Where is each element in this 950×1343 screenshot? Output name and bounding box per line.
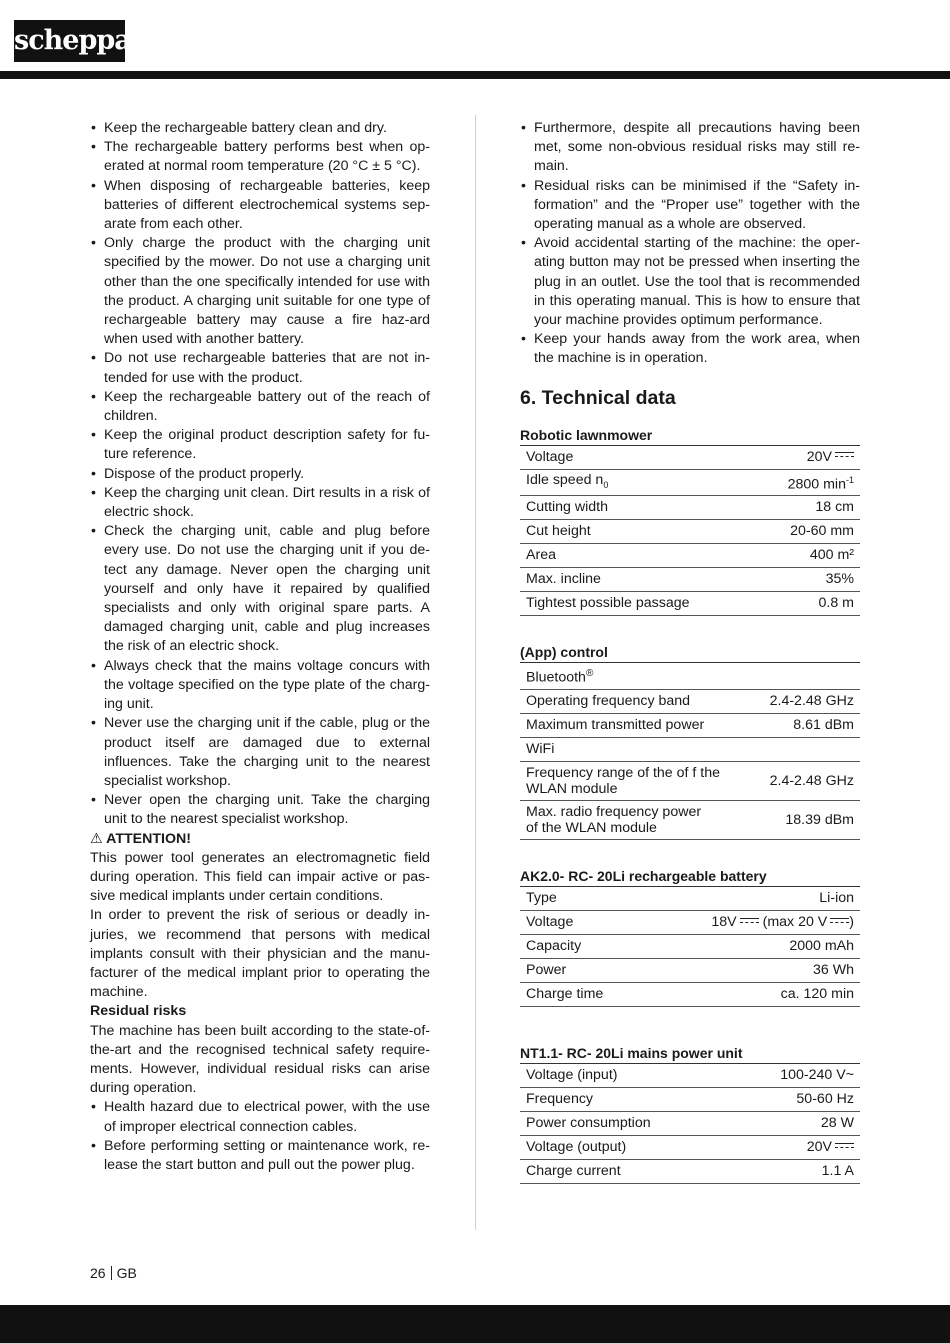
table-row	[520, 935, 860, 959]
left-column	[90, 119, 430, 1175]
list-item: • When disposing of rechargeable batteries, keep batteries of different electrochemical systems sep-arate from each other.	[90, 177, 430, 235]
page-footer	[90, 1265, 137, 1281]
header-bar	[0, 71, 950, 79]
spec-value: 20V	[729, 1136, 860, 1160]
table-row	[520, 959, 860, 983]
list-item: • Never open the charging unit. Take the charging unit to the nearest specialist workshop.	[90, 791, 430, 829]
spec-label: Charge time	[520, 983, 644, 1007]
spec-value: 0.8 m	[755, 592, 860, 616]
table-row	[520, 762, 860, 801]
table-row	[520, 738, 860, 762]
spec-value: 50-60 Hz	[729, 1088, 860, 1112]
footer-separator	[111, 1266, 112, 1280]
language-code: GB	[116, 1265, 137, 1281]
spec-value: Li-ion	[644, 887, 860, 911]
brand-logo: scheppach	[14, 20, 125, 62]
spec-label: Frequency range of the of f the WLAN module	[520, 762, 752, 801]
spec-label: Type	[520, 887, 644, 911]
list-item: • Check the charging unit, cable and plug before every use. Do not use the charging unit if you de-tect any damage. Never open the charging unit yourself and only have it repaired by qualified specialists and only with original spare parts. A damaged charging unit, cable and plug increases the risk of an electric shock.	[90, 522, 430, 656]
spec-label: Cut height	[520, 520, 755, 544]
section-title: 6. Technical data	[520, 386, 676, 409]
spec-label: WiFi	[520, 738, 752, 762]
list-item: • Health hazard due to electrical power, with the use of improper electrical connection cables.	[90, 1098, 430, 1136]
attention-heading	[90, 830, 430, 849]
power-unit-spec-table	[520, 1063, 860, 1184]
spec-value: 35%	[755, 568, 860, 592]
table-row	[520, 1088, 860, 1112]
list-item: • Never use the charging unit if the cable, plug or the product itself are damaged due to external influences. Take the charging unit to the nearest specialist workshop.	[90, 714, 430, 791]
spec-label: Power consumption	[520, 1112, 729, 1136]
spec-value: 2000 mAh	[644, 935, 860, 959]
spec-value: 28 W	[729, 1112, 860, 1136]
residual-risks-list	[90, 1098, 430, 1175]
list-item: • Before performing setting or maintenance work, re-lease the start button and pull out the power plug.	[90, 1137, 430, 1175]
dc-symbol-icon	[740, 918, 759, 925]
table-title-power-unit: NT1.1- RC- 20Li mains power unit	[520, 1045, 743, 1062]
spec-label: Voltage	[520, 445, 755, 469]
spec-label: Bluetooth®	[520, 663, 752, 690]
spec-value: 20-60 mm	[755, 520, 860, 544]
spec-value: 100-240 V~	[729, 1064, 860, 1088]
table-row	[520, 469, 860, 496]
spec-value: 20V	[755, 445, 860, 469]
list-item: • Furthermore, despite all precautions having been met, some non-obvious residual risks may still re-main.	[520, 119, 860, 177]
dc-symbol-icon	[835, 1143, 854, 1150]
table-row	[520, 663, 860, 690]
table-row	[520, 592, 860, 616]
table-row	[520, 568, 860, 592]
spec-value: 18 cm	[755, 496, 860, 520]
table-title-app: (App) control	[520, 644, 608, 661]
spec-value: 2.4-2.48 GHz	[752, 690, 860, 714]
spec-label: Operating frequency band	[520, 690, 752, 714]
table-row	[520, 887, 860, 911]
list-item: • Keep the rechargeable battery out of the reach of children.	[90, 388, 430, 426]
spec-label: Frequency	[520, 1088, 729, 1112]
list-item: • Only charge the product with the charging unit specified by the mower. Do not use a charging unit other than the one specifically intended for use with the product. A charging unit suitable for one type of rechargeable battery may cause a fire haz-ard when used with another battery.	[90, 234, 430, 349]
list-item: • Avoid accidental starting of the machine: the oper-ating button may not be pressed when inserting the plug in an outlet. Use the tool that is recommended in this operating manual. This is how to ensure that your machine provides optimum performance.	[520, 234, 860, 330]
table-row	[520, 1064, 860, 1088]
attention-label: ATTENTION!	[106, 830, 192, 847]
list-item: • Keep the rechargeable battery clean and dry.	[90, 119, 430, 138]
spec-value: ca. 120 min	[644, 983, 860, 1007]
table-row	[520, 544, 860, 568]
spec-label: Charge current	[520, 1160, 729, 1184]
spec-label: Cutting width	[520, 496, 755, 520]
table-row	[520, 983, 860, 1007]
battery-safety-list	[90, 119, 430, 830]
table-row	[520, 1112, 860, 1136]
spec-value: 2.4-2.48 GHz	[752, 762, 860, 801]
spec-value: 1.1 A	[729, 1160, 860, 1184]
spec-value: 400 m²	[755, 544, 860, 568]
list-item: • Keep your hands away from the work area, when the machine is in operation.	[520, 330, 860, 368]
battery-spec-table	[520, 886, 860, 1007]
spec-label: Capacity	[520, 935, 644, 959]
spec-label: Max. radio frequency power of the WLAN module	[520, 801, 752, 840]
table-title-battery: AK2.0- RC- 20Li rechargeable battery	[520, 868, 767, 885]
spec-label: Tightest possible passage	[520, 592, 755, 616]
table-row	[520, 911, 860, 935]
spec-value	[752, 663, 860, 690]
list-item: • Do not use rechargeable batteries that are not in-tended for use with the product.	[90, 349, 430, 387]
attention-paragraph: This power tool generates an electromagnetic field during operation. This field can impair active or pas-sive medical implants under certain conditions.	[90, 849, 430, 905]
spec-label: Area	[520, 544, 755, 568]
page-number: 26	[90, 1265, 106, 1281]
table-row	[520, 445, 860, 469]
table-title-mower: Robotic lawnmower	[520, 426, 653, 443]
list-item: • Residual risks can be minimised if the “Safety in-formation” and the “Proper use” together with the operating manual as a whole are observed.	[520, 177, 860, 235]
right-column	[520, 119, 860, 1184]
table-row	[520, 1160, 860, 1184]
spec-value: 18.39 dBm	[752, 801, 860, 840]
table-row	[520, 714, 860, 738]
list-item: • The rechargeable battery performs best when op-erated at normal room temperature (20 °C ± 5 °C).	[90, 138, 430, 176]
list-item: • Dispose of the product properly.	[90, 465, 430, 484]
list-item: • Always check that the mains voltage concurs with the voltage specified on the type plate of the charg-ing unit.	[90, 657, 430, 715]
attention-paragraph: In order to prevent the risk of serious or deadly in-juries, we recommend that persons with medical implants consult with their physician and the manu-facturer of the medical implant prior to operating the machine.	[90, 907, 430, 1001]
table-row	[520, 520, 860, 544]
table-row	[520, 690, 860, 714]
footer-bar	[0, 1305, 950, 1343]
residual-risks-paragraph: The machine has been built according to the state-of-the-art and the recognised technical safety require-ments. However, individual residual risks can arise during operation.	[90, 1022, 430, 1097]
spec-value: 18V (max 20 V )	[644, 911, 860, 935]
spec-label: Voltage (input)	[520, 1064, 729, 1088]
residual-risks-list-cont	[520, 119, 860, 369]
spec-value: 2800 $\min^{-1}$	[755, 469, 860, 496]
dc-symbol-icon	[830, 918, 849, 925]
spec-value	[752, 738, 860, 762]
spec-label: Power	[520, 959, 644, 983]
warning-icon: ⚠	[90, 830, 103, 847]
spec-label: Voltage (output)	[520, 1136, 729, 1160]
table-row	[520, 496, 860, 520]
spec-label: Maximum transmitted power	[520, 714, 752, 738]
list-item: • Keep the charging unit clean. Dirt results in a risk of electric shock.	[90, 484, 430, 522]
spec-label: Max. incline	[520, 568, 755, 592]
table-row	[520, 1136, 860, 1160]
residual-risks-heading: Residual risks	[90, 1003, 187, 1020]
table-row	[520, 801, 860, 840]
app-control-table	[520, 662, 860, 840]
spec-label: Voltage	[520, 911, 644, 935]
dc-symbol-icon	[835, 452, 854, 459]
spec-value: 8.61 dBm	[752, 714, 860, 738]
spec-label: Idle speed $n_0$	[520, 469, 755, 496]
mower-spec-table	[520, 445, 860, 617]
spec-value: 36 Wh	[644, 959, 860, 983]
list-item: • Keep the original product description safety for fu-ture reference.	[90, 426, 430, 464]
column-divider	[475, 115, 476, 1230]
